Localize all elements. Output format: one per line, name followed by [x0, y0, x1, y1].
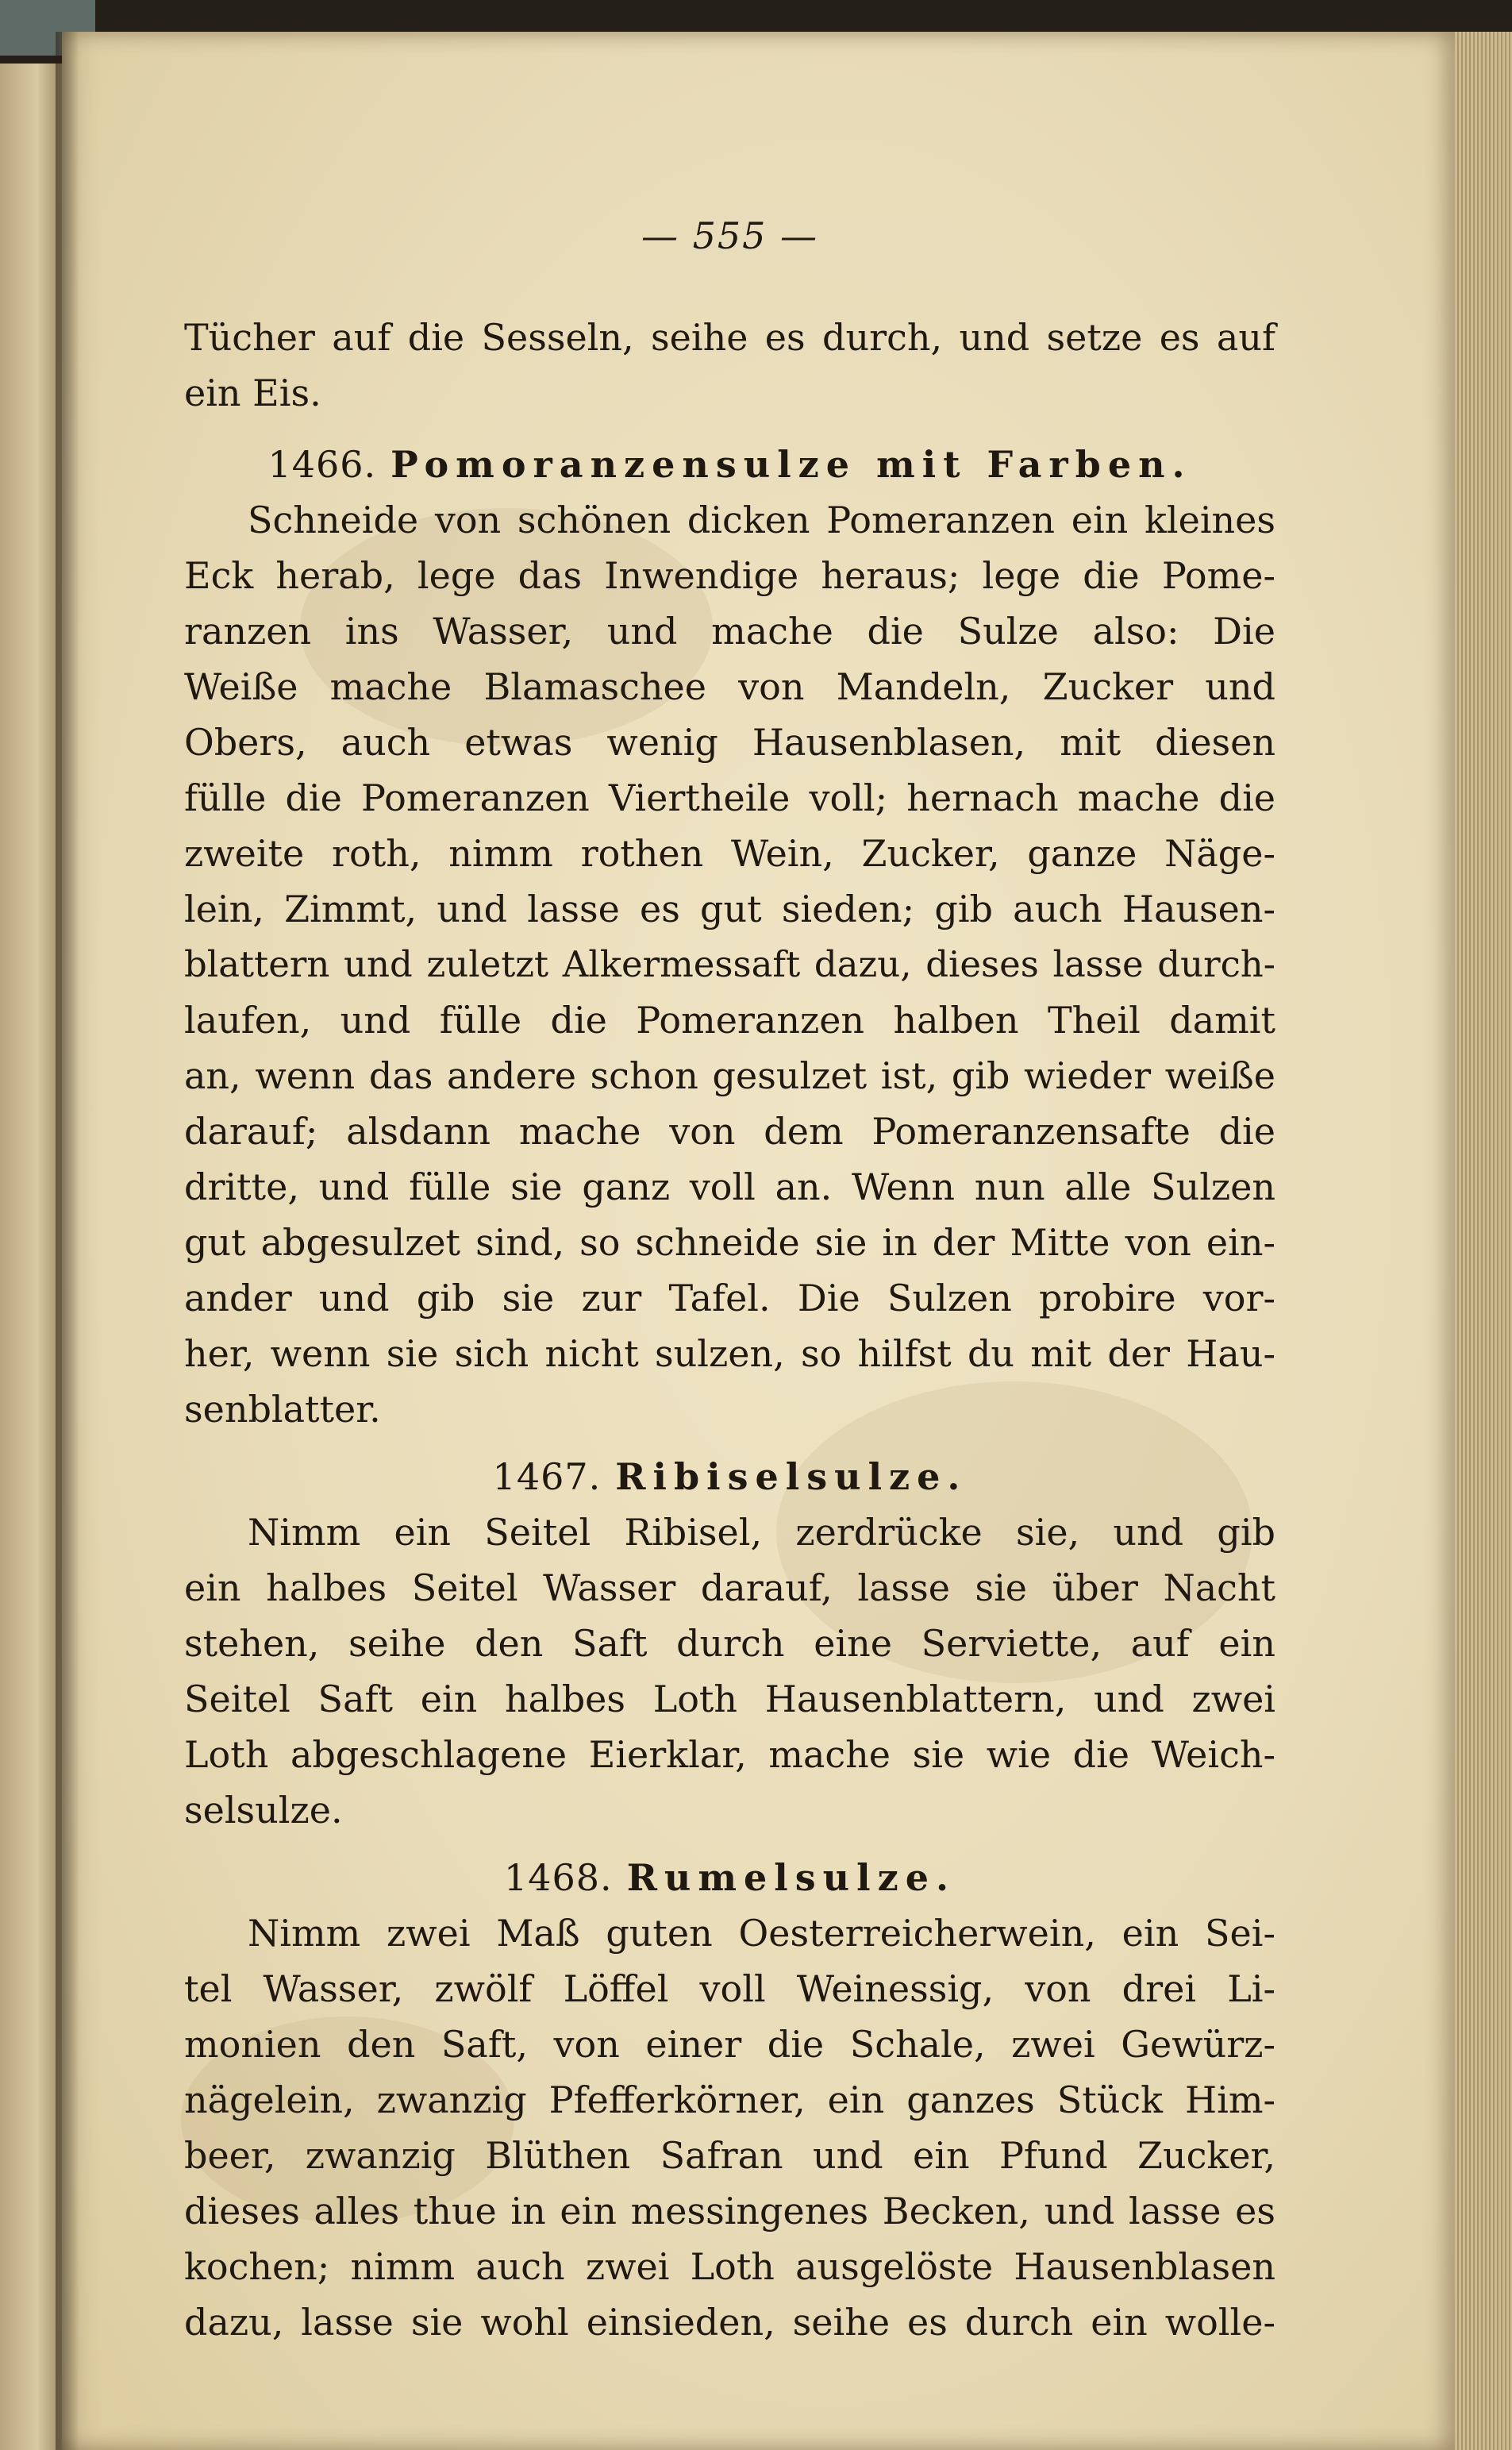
- text-line: fülle die Pomeranzen Viertheile voll; hernach mache die: [184, 776, 1275, 819]
- page-number: — 555 —: [641, 214, 819, 257]
- text-line: beer, zwanzig Blüthen Safran und ein Pfund Zucker,: [184, 2134, 1275, 2177]
- text-line: blattern und zuletzt Alkermessaft dazu, dieses lasse durch-: [184, 943, 1275, 985]
- text-line: dazu, lasse sie wohl einsieden, seihe es durch ein wolle-: [184, 2301, 1275, 2344]
- text-line: Eck herab, lege das Inwendige heraus; lege die Pome-: [184, 554, 1275, 597]
- text-line: her, wenn sie sich nicht sulzen, so hilfst du mit der Hau-: [184, 1332, 1275, 1375]
- text-line: senblatter.: [184, 1388, 381, 1431]
- recipe-number: 1468.: [503, 1856, 613, 1899]
- text-line: dieses alles thue in ein messingenes Becken, und lasse es: [184, 2190, 1275, 2232]
- text-line: zweite roth, nimm rothen Wein, Zucker, ganze Näge-: [184, 832, 1275, 875]
- text-line: Weiße mache Blamaschee von Mandeln, Zucker und: [184, 665, 1275, 708]
- text-line: kochen; nimm auch zwei Loth ausgelöste Hausenblasen: [184, 2245, 1275, 2288]
- text-line: gut abgesulzet sind, so schneide sie in der Mitte von ein-: [184, 1221, 1275, 1264]
- text-line: Seitel Saft ein halbes Loth Hausenblattern, und zwei: [184, 1678, 1275, 1720]
- text-line: ander und gib sie zur Tafel. Die Sulzen probire vor-: [184, 1277, 1275, 1319]
- text-line: Nimm ein Seitel Ribisel, zerdrücke sie, und gib: [248, 1511, 1275, 1554]
- text-line: dritte, und fülle sie ganz voll an. Wenn nun alle Sulzen: [184, 1165, 1275, 1208]
- text-line: ein halbes Seitel Wasser darauf, lasse sie über Nacht: [184, 1566, 1275, 1609]
- recipe-number: 1466.: [267, 443, 377, 486]
- spine-shadow: [56, 32, 79, 2450]
- recipe-heading-1467: [184, 1449, 1275, 1504]
- text-line: Loth abgeschlagene Eierklar, mache sie wie die Weich-: [184, 1733, 1275, 1776]
- text-line: an, wenn das andere schon gesulzet ist, gib wieder weiße: [184, 1054, 1275, 1097]
- text-line: ranzen ins Wasser, und mache die Sulze also: Die: [184, 610, 1275, 653]
- text-line: selsulze.: [184, 1789, 343, 1832]
- recipe-title: Ribiselsulze.: [615, 1455, 968, 1498]
- text-line: nägelein, zwanzig Pfefferkörner, ein ganzes Stück Him-: [184, 2078, 1275, 2121]
- text-line: laufen, und fülle die Pomeranzen halben Theil damit: [184, 999, 1275, 1042]
- previous-page-edge: [0, 64, 62, 2450]
- text-line: stehen, seihe den Saft durch eine Serviette, auf ein: [184, 1622, 1275, 1665]
- text-line: darauf; alsdann mache von dem Pomeranzensafte die: [184, 1110, 1275, 1153]
- recipe-heading-1466: [184, 437, 1275, 492]
- text-line: tel Wasser, zwölf Löffel voll Weinessig, von drei Li-: [184, 1967, 1275, 2010]
- text-line: Nimm zwei Maß guten Oesterreicherwein, ein Sei-: [248, 1912, 1275, 1955]
- text-line: Tücher auf die Sesseln, seihe es durch, und setze es auf: [184, 316, 1275, 359]
- text-line: Obers, auch etwas wenig Hausenblasen, mit diesen: [184, 721, 1275, 764]
- text-line: Schneide von schönen dicken Pomeranzen ein kleines: [248, 499, 1275, 541]
- recipe-heading-1468: [184, 1850, 1275, 1905]
- text-line: monien den Saft, von einer die Schale, zwei Gewürz-: [184, 2023, 1275, 2066]
- recipe-title: Pomoranzensulze mit Farben.: [391, 443, 1192, 486]
- text-line: ein Eis.: [184, 372, 321, 414]
- text-line: lein, Zimmt, und lasse es gut sieden; gib auch Hausen-: [184, 888, 1275, 930]
- recipe-title: Rumelsulze.: [626, 1856, 956, 1899]
- page-block-edges: [1455, 32, 1512, 2450]
- recipe-number: 1467.: [492, 1455, 602, 1498]
